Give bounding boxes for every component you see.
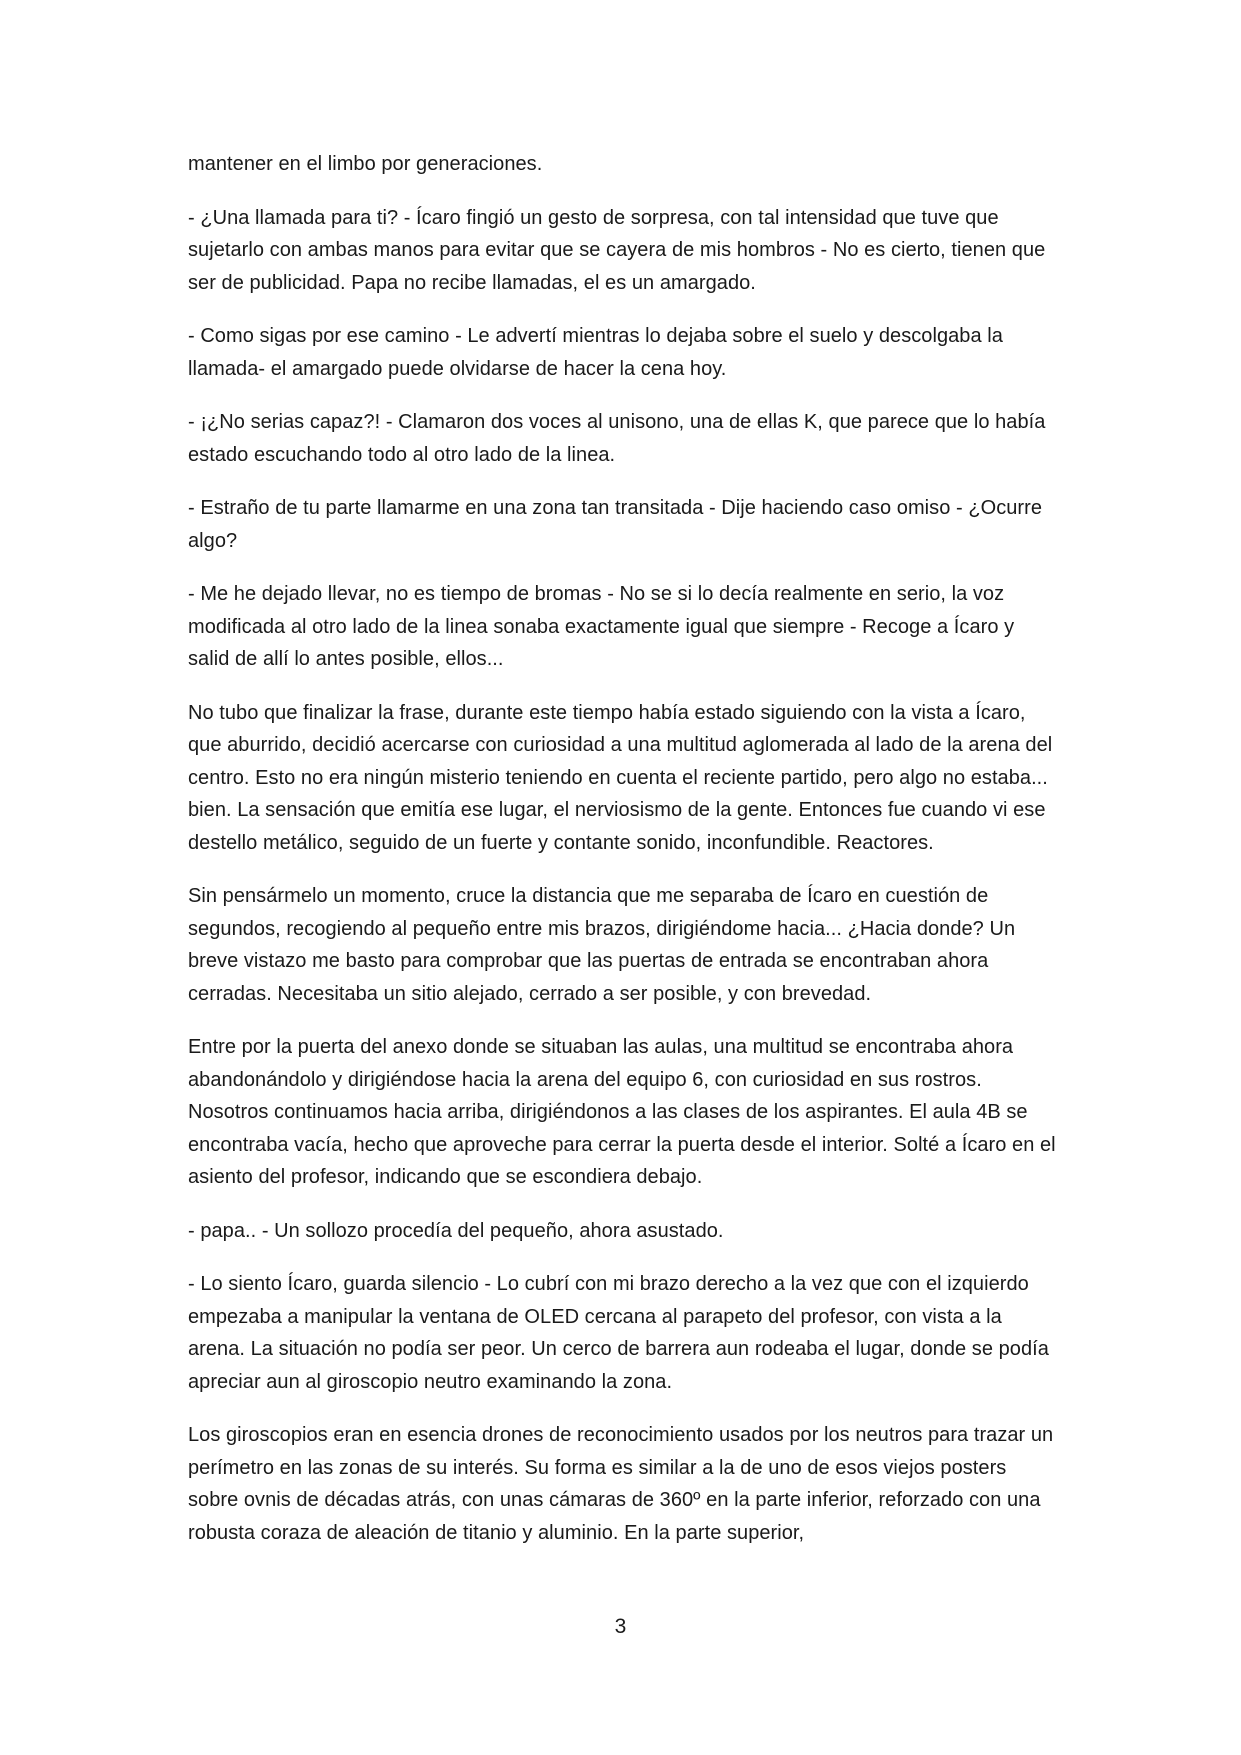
paragraph: - papa.. - Un sollozo procedía del pequeño, ahora asustado. [188, 1219, 724, 1242]
paragraph: mantener en el limbo por generaciones. [188, 153, 543, 175]
paragraph: Entre por la puerta del anexo donde se situaban las aulas, una multitud se encontraba ahora abandonándolo y dirigiéndose hacia la arena del equipo 6, con curiosidad en sus rostros. Nosotros continuamos hacia arriba, dirigiéndonos a las clases de los aspirantes. El aula 4B se encontraba vacía, hecho que aproveche para cerrar la puerta desde el interior. Solté a Ícaro en el asiento del profesor, indicando que se escondiera debajo. [188, 1036, 1056, 1188]
paragraph: Los giroscopios eran en esencia drones de reconocimiento usados por los neutros para trazar un perímetro en las zonas de su interés. Su forma es similar a la de uno de esos viejos posters sobre ovnis de décadas atrás, con unas cámaras de 360º en la parte inferior, reforzado con una robusta coraza de aleación de titanio y aluminio. En la parte superior, [188, 1424, 1054, 1544]
paragraph: - Lo siento Ícaro, guarda silencio - Lo cubrí con mi brazo derecho a la vez que con el izquierdo empezaba a manipular la ventana de OLED cercana al parapeto del profesor, con vista a la arena. La situación no podía ser peor. Un cerco de barrera aun rodeaba el lugar, donde se podía apreciar aun al giroscopio neutro examinando la zona. [188, 1273, 1049, 1393]
page-number: 3 [614, 1615, 627, 1638]
paragraph: - Como sigas por ese camino - Le advertí mientras lo dejaba sobre el suelo y descolgaba la llamada- el amargado puede olvidarse de hacer la cena hoy. [188, 325, 1003, 380]
document-body [188, 148, 1058, 1570]
paragraph: - ¿Una llamada para ti? - Ícaro fingió un gesto de sorpresa, con tal intensidad que tuve que sujetarlo con ambas manos para evitar que se cayera de mis hombros - No es cierto, tienen que ser de publicidad. Papa no recibe llamadas, el es un amargado. [188, 206, 1046, 294]
paragraph: Sin pensármelo un momento, cruce la distancia que me separaba de Ícaro en cuestión de segundos, recogiendo al pequeño entre mis brazos, dirigiéndome hacia... ¿Hacia donde? Un breve vistazo me basto para comprobar que las puertas de entrada se encontraban ahora cerradas. Necesitaba un sitio alejado, cerrado a ser posible, y con brevedad. [188, 885, 1016, 1005]
paragraph: - Me he dejado llevar, no es tiempo de bromas - No se si lo decía realmente en serio, la voz modificada al otro lado de la linea sonaba exactamente igual que siempre - Recoge a Ícaro y salid de allí lo antes posible, ellos... [188, 583, 1015, 670]
paragraph: - ¡¿No serias capaz?! - Clamaron dos voces al unisono, una de ellas K, que parece que lo había estado escuchando todo al otro lado de la linea. [188, 411, 1046, 466]
paragraph: No tubo que finalizar la frase, durante este tiempo había estado siguiendo con la vista a Ícaro, que aburrido, decidió acercarse con curiosidad a una multitud aglomerada al lado de la arena del centro. Esto no era ningún misterio teniendo en cuenta el reciente partido, pero algo no estaba... bien. La sensación que emitía ese lugar, el nerviosismo de la gente. Entonces fue cuando vi ese destello metálico, seguido de un fuerte y contante sonido, inconfundible. Reactores. [188, 701, 1053, 854]
paragraph: - Estraño de tu parte llamarme en una zona tan transitada - Dije haciendo caso omiso - ¿Ocurre algo? [188, 497, 1043, 552]
